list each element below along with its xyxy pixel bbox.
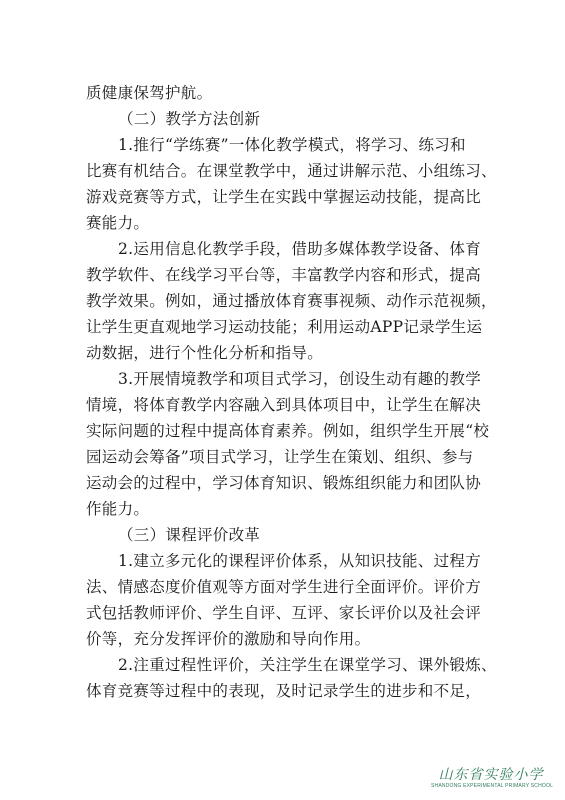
paragraph-line: 2.注重过程性评价，关注学生在课堂学习、课外锻炼、 [118,656,497,674]
section-heading-course-evaluation: （三）课程评价改革 [118,526,261,544]
school-logo-english: SHANDONG EXPERIMENTAL PRIMARY SCHOOL [431,783,554,789]
paragraph-line: 运动会的过程中，学习体育知识、锻炼组织能力和团队协 [86,474,482,492]
paragraph-continuation: 质健康保驾护航。 [86,84,213,102]
paragraph-item-3 [86,366,506,522]
paragraph-line: 赛能力。 [86,214,150,232]
paragraph-line: 3.开展情境教学和项目式学习，创设生动有趣的教学 [118,370,481,388]
section-heading-teaching-methods: （二）教学方法创新 [118,110,261,128]
paragraph-line: 教学效果。例如，通过播放体育赛事视频、动作示范视频， [86,292,497,310]
paragraph-eval-item-1 [86,548,506,652]
paragraph-line: 法、情感态度价值观等方面对学生进行全面评价。评价方 [86,578,482,596]
document-body [86,80,506,704]
paragraph-line: 式包括教师评价、学生自评、互评、家长评价以及社会评 [86,604,482,622]
paragraph-line: 作能力。 [86,500,150,518]
paragraph-line: 情境，将体育教学内容融入到具体项目中，让学生在解决 [86,396,482,414]
paragraph-line: 教学软件、在线学习平台等，丰富教学内容和形式，提高 [86,266,482,284]
paragraph-eval-item-2 [86,652,506,704]
paragraph-line: 园运动会筹备”项目式学习，让学生在策划、组织、参与 [86,448,474,466]
paragraph-line: 2.运用信息化教学手段，借助多媒体教学设备、体育 [118,240,481,258]
paragraph-line: 比赛有机结合。在课堂教学中，通过讲解示范、小组练习、 [86,162,497,180]
paragraph-line: 1.建立多元化的课程评价体系，从知识技能、过程方 [118,552,481,570]
school-logo-name: 山东省实验小学 [438,767,544,783]
paragraph-line: 价等，充分发挥评价的激励和导向作用。 [86,630,371,648]
paragraph-line: 体育竞赛等过程中的表现，及时记录学生的进步和不足， [86,682,482,700]
paragraph-line: 让学生更直观地学习运动技能；利用运动APP记录学生运 [86,318,483,336]
school-logo-watermark [431,767,554,790]
paragraph-item-1 [86,132,506,236]
paragraph-line: 实际问题的过程中提高体育素养。例如，组织学生开展“校 [86,422,490,440]
paragraph-item-2 [86,236,506,366]
paragraph-line: 动数据，进行个性化分析和指导。 [86,344,324,362]
paragraph-line: 游戏竞赛等方式，让学生在实践中掌握运动技能，提高比 [86,188,482,206]
paragraph-line: 1.推行“学练赛”一体化教学模式，将学习、练习和 [118,136,466,154]
